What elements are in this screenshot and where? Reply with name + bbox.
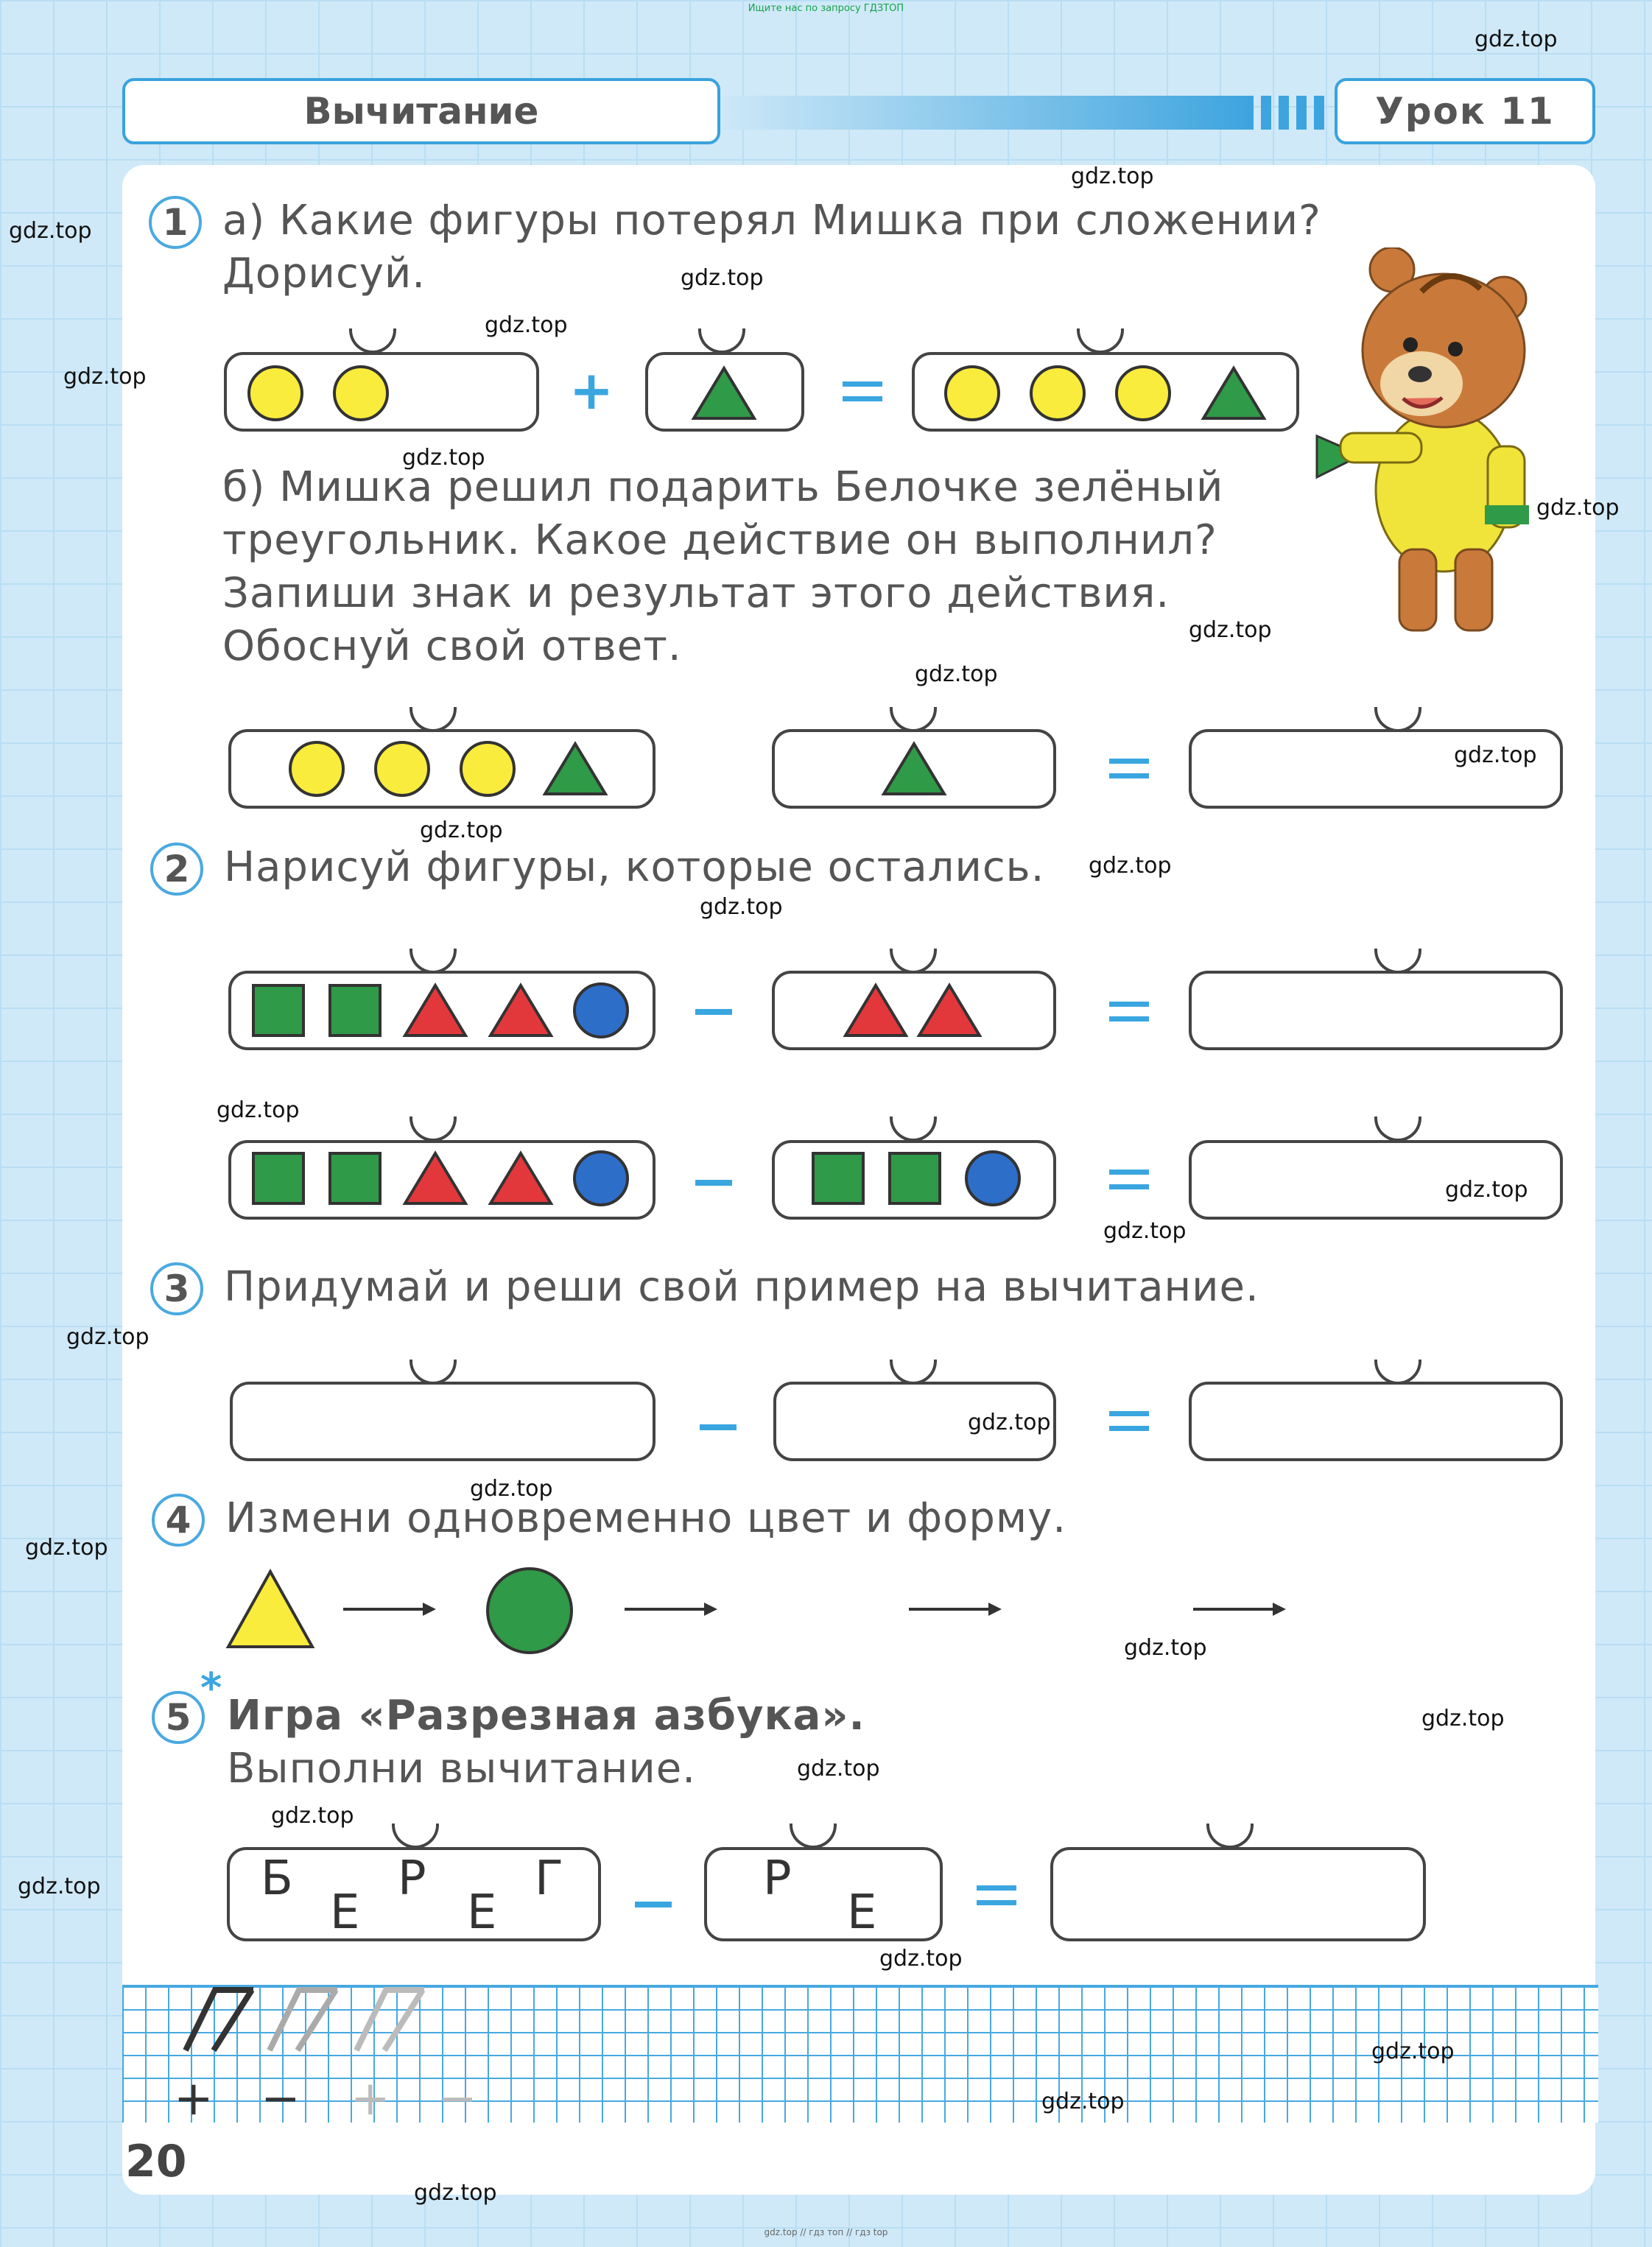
answer-box[interactable] <box>1189 1382 1563 1461</box>
green-triangle <box>881 741 947 797</box>
star-icon: * <box>200 1664 222 1712</box>
letter-card: Г <box>535 1852 564 1906</box>
red-triangle <box>402 1150 468 1206</box>
writing-sample: − <box>261 2072 300 2126</box>
letter-card: Б <box>261 1852 293 1906</box>
watermark: gdz.top <box>700 894 783 920</box>
task-1b-line-4: Обоснуй свой ответ. <box>222 622 682 670</box>
minus-sign <box>695 1180 732 1186</box>
task-5-title: Игра «Разрезная азбука». <box>227 1692 865 1740</box>
watermark: gdz.top <box>1124 1635 1207 1661</box>
yellow-circle <box>247 365 303 421</box>
watermark: gdz.top <box>414 2180 497 2206</box>
red-triangle <box>488 1150 554 1206</box>
watermark: gdz.top <box>485 312 568 338</box>
watermark: gdz.top <box>66 1324 150 1350</box>
arrow-icon <box>342 1598 437 1620</box>
watermark: gdz.top <box>18 1874 101 1899</box>
watermark: gdz.top <box>9 218 92 244</box>
arrow-icon <box>1192 1598 1287 1620</box>
red-triangle <box>843 982 909 1038</box>
answer-box[interactable] <box>1189 971 1563 1050</box>
watermark: gdz.top <box>1536 495 1620 521</box>
watermark: gdz.top <box>1071 163 1154 189</box>
yellow-circle <box>289 741 345 797</box>
watermark: gdz.top <box>1041 2089 1125 2114</box>
task-1-number: 1 <box>149 196 202 249</box>
green-square <box>328 1152 382 1205</box>
watermark: gdz.top <box>217 1097 300 1123</box>
writing-sample: + <box>351 2072 390 2126</box>
watermark: gdz.top <box>470 1476 553 1502</box>
green-triangle <box>691 365 757 421</box>
blue-circle <box>965 1150 1021 1206</box>
top-note: Ищите нас по запросу ГДЗТОП <box>748 3 904 14</box>
yellow-circle <box>374 741 430 797</box>
watermark: gdz.top <box>915 661 998 687</box>
task-3-number: 3 <box>150 1262 203 1315</box>
watermark: gdz.top <box>879 1946 963 1972</box>
task-3-text: Придумай и реши свой пример на вычитание. <box>224 1263 1259 1311</box>
red-triangle <box>402 982 468 1038</box>
bottom-note: gdz.top // гдз топ // гдз top <box>764 2227 888 2237</box>
green-triangle <box>542 741 608 797</box>
answer-box[interactable] <box>1189 729 1563 809</box>
watermark: gdz.top <box>420 817 503 843</box>
watermark: gdz.top <box>797 1756 880 1782</box>
watermark: gdz.top <box>402 445 485 471</box>
plus-sign: + <box>569 359 614 421</box>
blue-circle <box>573 1150 629 1206</box>
watermark: gdz.top <box>1421 1706 1505 1731</box>
letter-card: Е <box>330 1885 360 1940</box>
yellow-circle <box>333 365 389 421</box>
green-square <box>812 1152 865 1205</box>
task-1a-text: а) Какие фигуры потерял Мишка при сложении? <box>222 197 1321 245</box>
yellow-circle <box>1030 365 1086 421</box>
answer-box[interactable] <box>230 1382 655 1461</box>
yellow-circle <box>944 365 1000 421</box>
watermark: gdz.top <box>1445 1177 1528 1203</box>
watermark: gdz.top <box>681 265 764 291</box>
green-triangle <box>1201 365 1267 421</box>
lesson-label: Урок 11 <box>1375 90 1555 133</box>
watermark: gdz.top <box>1475 27 1558 52</box>
task-1a-text-2: Дорисуй. <box>222 250 426 298</box>
blue-circle <box>573 982 629 1038</box>
green-square <box>252 1152 305 1205</box>
yellow-triangle <box>224 1567 317 1651</box>
letter-box[interactable] <box>704 1847 943 1941</box>
watermark: gdz.top <box>968 1410 1051 1435</box>
yellow-circle <box>460 741 516 797</box>
task-5-text: Выполни вычитание. <box>227 1745 697 1793</box>
minus-sign <box>635 1902 672 1907</box>
task-1b-line-2: треугольник. Какое действие он выполнил? <box>222 516 1217 564</box>
green-circle <box>486 1567 573 1654</box>
watermark: gdz.top <box>1089 853 1172 879</box>
letter-card: Р <box>398 1852 426 1906</box>
minus-sign <box>695 1009 732 1015</box>
watermark: gdz.top <box>1454 742 1537 768</box>
letter-card: Е <box>847 1885 877 1940</box>
writing-sample: + <box>174 2072 214 2126</box>
header-stripes <box>1261 96 1327 130</box>
answer-box[interactable] <box>772 971 1056 1050</box>
red-triangle <box>916 982 983 1038</box>
page-title: Вычитание <box>303 90 539 133</box>
green-square <box>252 984 305 1037</box>
digit-stroke-samples <box>181 1987 491 2055</box>
letter-card: Р <box>763 1852 792 1906</box>
header-bar <box>720 96 1254 130</box>
task-2-number: 2 <box>150 843 203 896</box>
green-square <box>888 1152 941 1205</box>
watermark: gdz.top <box>63 364 147 390</box>
watermark: gdz.top <box>1103 1218 1187 1244</box>
arrow-icon <box>623 1598 719 1620</box>
task-4-text: Измени одновременно цвет и форму. <box>225 1494 1067 1542</box>
yellow-circle <box>1115 365 1171 421</box>
task-5-number: 5 <box>152 1691 205 1744</box>
answer-box[interactable] <box>1050 1847 1426 1941</box>
task-1b-line-3: Запиши знак и результат этого действия. <box>222 569 1170 617</box>
watermark: gdz.top <box>271 1803 354 1829</box>
bear-illustration <box>1311 247 1554 638</box>
watermark: gdz.top <box>1189 617 1272 643</box>
task-4-number: 4 <box>152 1494 205 1547</box>
green-square <box>328 984 382 1037</box>
watermark: gdz.top <box>25 1535 108 1561</box>
watermark: gdz.top <box>1371 2039 1455 2064</box>
task-1b-line-1: б) Мишка решил подарить Белочке зелёный <box>222 463 1224 511</box>
writing-sample: − <box>437 2072 477 2126</box>
letter-card: Е <box>467 1885 497 1940</box>
red-triangle <box>488 982 554 1038</box>
task-2-text: Нарисуй фигуры, которые остались. <box>224 843 1045 891</box>
minus-sign <box>700 1424 737 1430</box>
page-number: 20 <box>125 2136 187 2187</box>
arrow-icon <box>907 1598 1003 1620</box>
